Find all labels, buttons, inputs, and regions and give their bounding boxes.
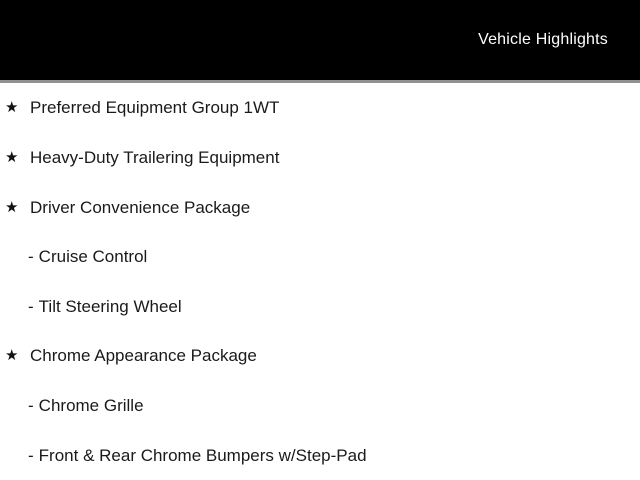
highlight-item bbox=[0, 133, 640, 183]
dash-bullet-icon: - bbox=[28, 247, 34, 267]
dash-bullet-icon: - bbox=[28, 396, 34, 416]
highlight-label: Chrome Appearance Package bbox=[30, 346, 257, 366]
star-bullet-icon: ★ bbox=[5, 198, 19, 216]
highlight-subitem bbox=[0, 232, 640, 282]
highlight-subitem bbox=[0, 430, 640, 480]
dash-bullet-icon: - bbox=[28, 296, 34, 316]
highlight-label: Driver Convenience Package bbox=[30, 197, 251, 217]
highlight-label: Front & Rear Chrome Bumpers w/Step-Pad bbox=[38, 445, 367, 465]
star-bullet-icon: ★ bbox=[5, 347, 19, 365]
highlights-list bbox=[0, 83, 640, 480]
highlight-label: Heavy-Duty Trailering Equipment bbox=[30, 147, 280, 167]
highlight-item bbox=[0, 83, 640, 133]
page-title: Vehicle Highlights bbox=[478, 31, 608, 48]
highlight-label: Chrome Grille bbox=[38, 396, 144, 416]
highlight-item bbox=[0, 182, 640, 232]
highlight-label: Tilt Steering Wheel bbox=[38, 296, 182, 316]
highlight-label: Cruise Control bbox=[38, 247, 148, 267]
highlight-subitem bbox=[0, 381, 640, 431]
highlight-subitem bbox=[0, 282, 640, 332]
highlight-label: Preferred Equipment Group 1WT bbox=[30, 98, 280, 118]
dash-bullet-icon: - bbox=[28, 445, 34, 465]
star-bullet-icon: ★ bbox=[5, 99, 19, 117]
star-bullet-icon: ★ bbox=[5, 148, 19, 166]
header-bar bbox=[0, 0, 640, 83]
highlight-item bbox=[0, 331, 640, 381]
